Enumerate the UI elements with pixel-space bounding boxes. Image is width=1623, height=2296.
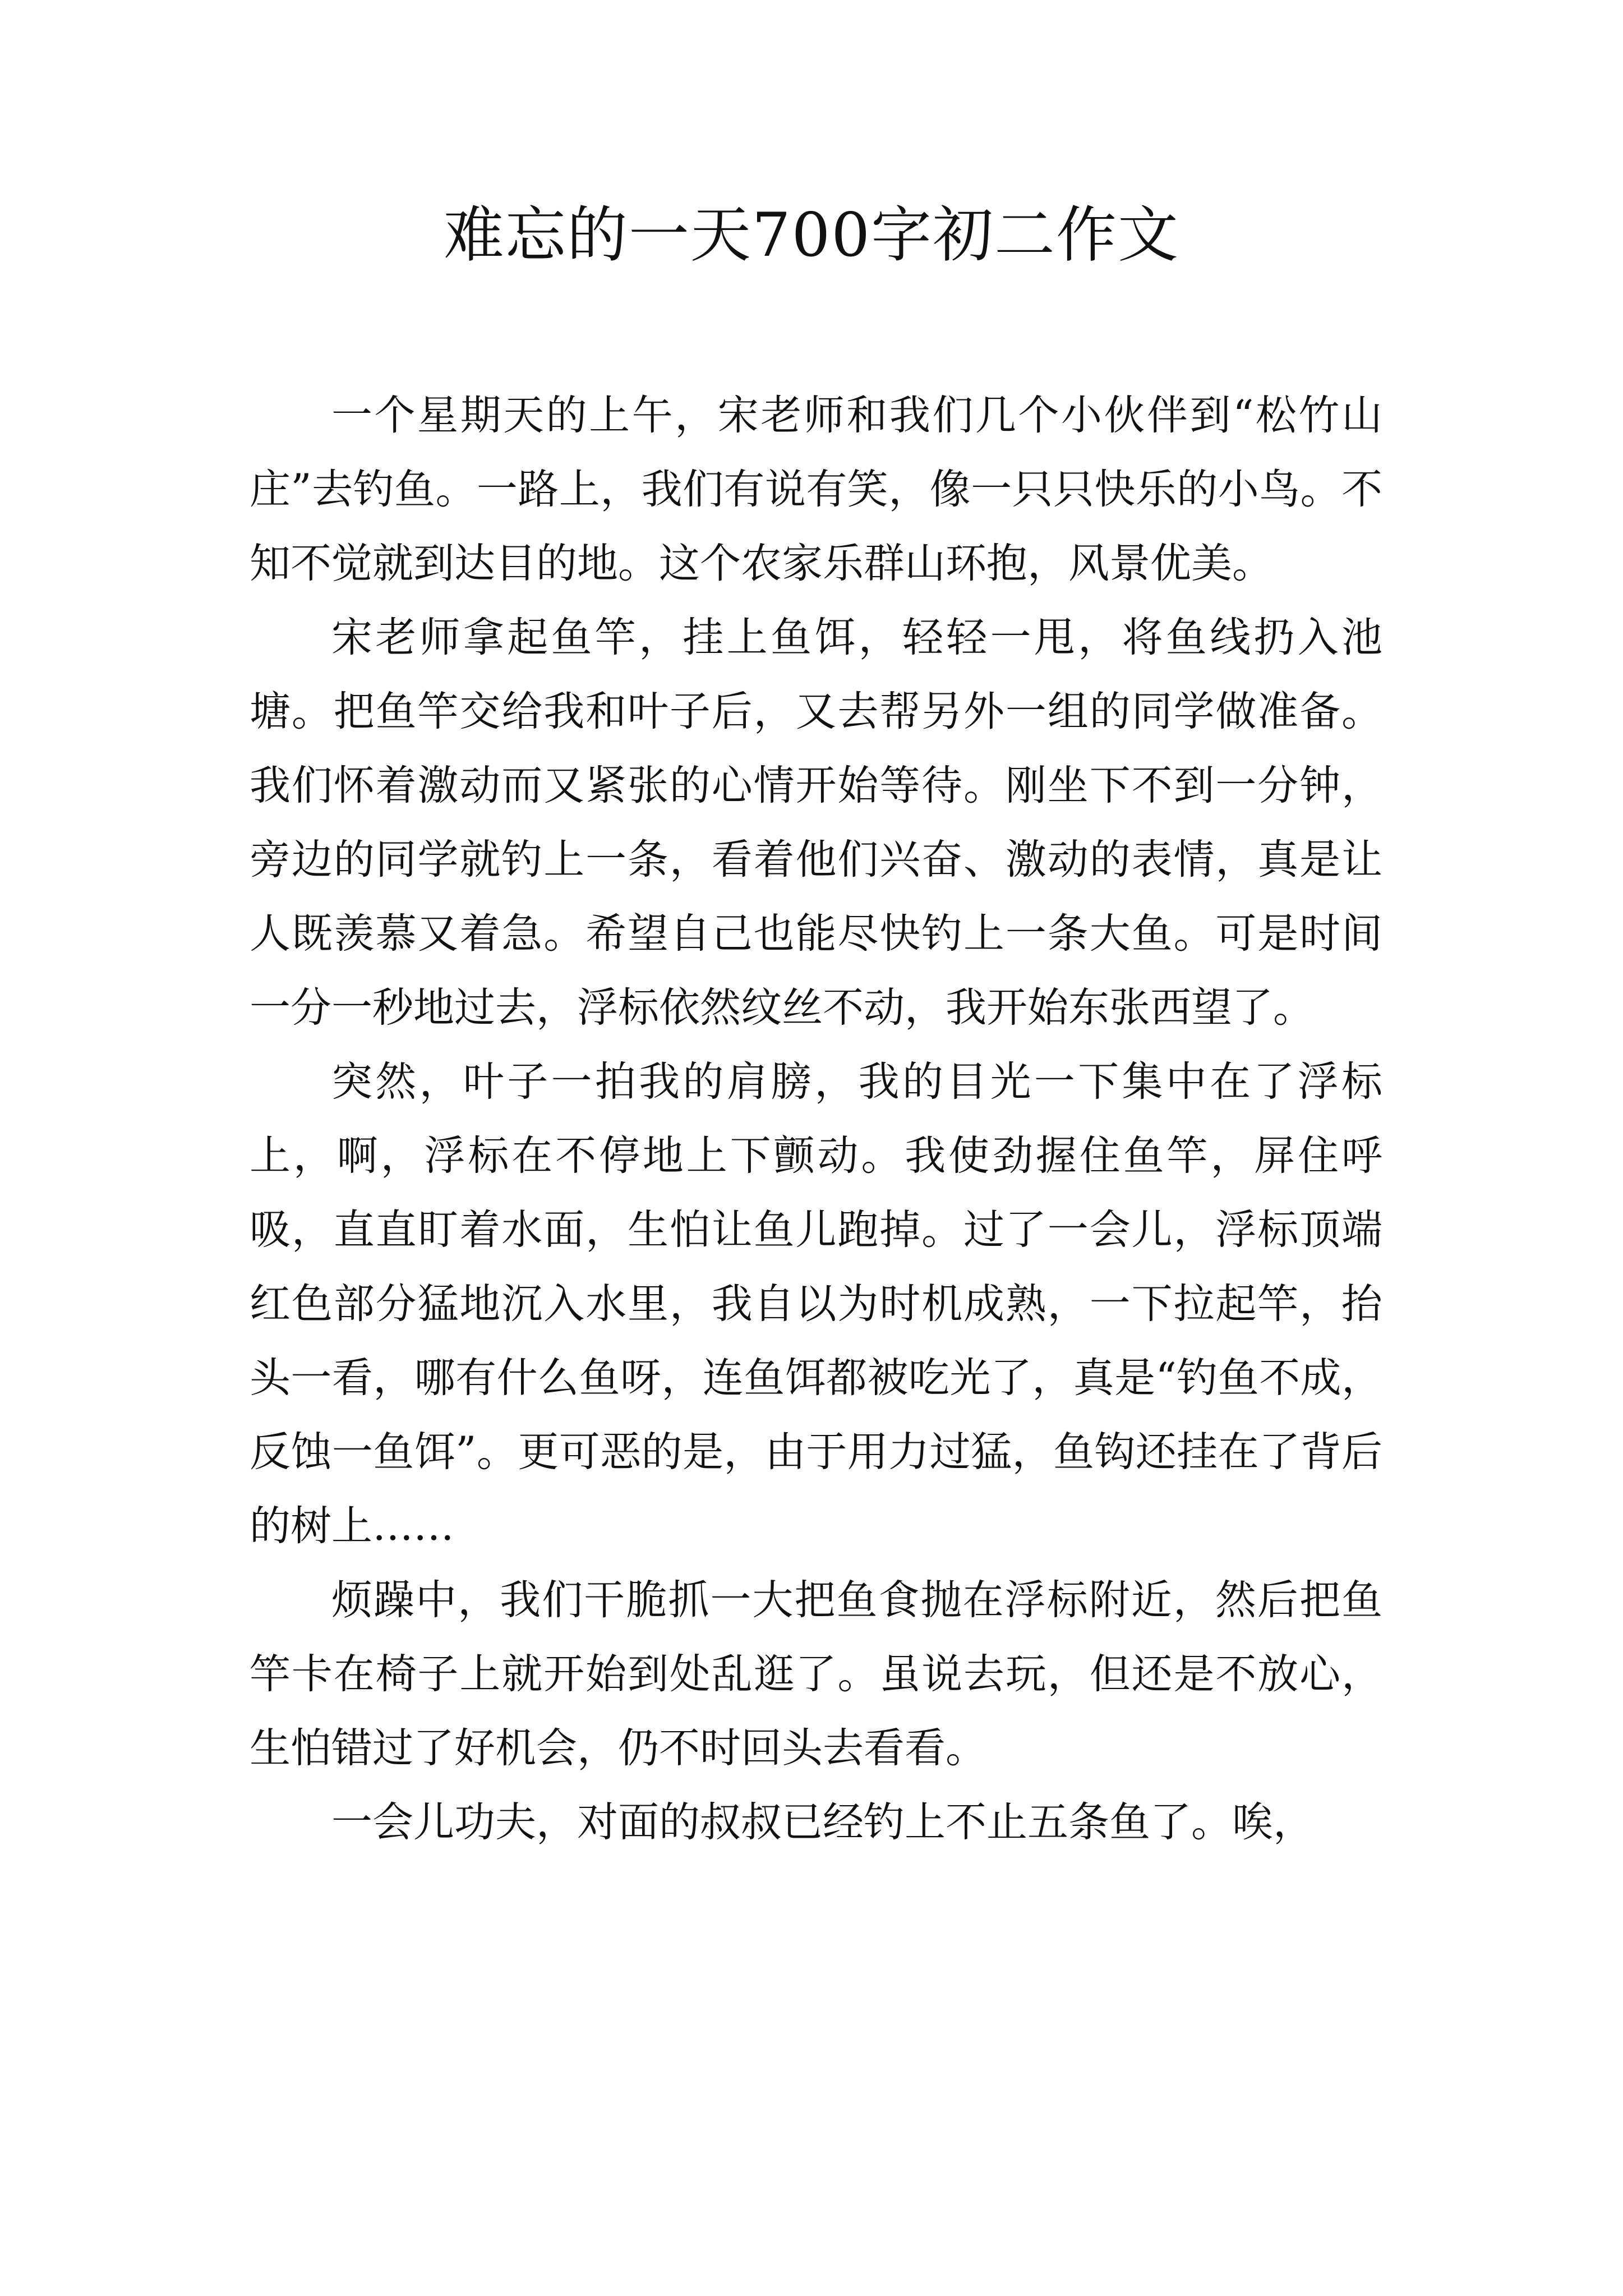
paragraph: 烦躁中，我们干脆抓一大把鱼食抛在浮标附近，然后把鱼竿卡在椅子上就开始到处乱逛了。虽说去玩，但还是不放心，生怕错过了好机会，仍不时回头去看看。 bbox=[250, 1576, 1382, 1772]
paragraph: 突然，叶子一拍我的肩膀，我的目光一下集中在了浮标上，啊，浮标在不停地上下颤动。我使劲握住鱼竿，屏住呼吸，直直盯着水面，生怕让鱼儿跑掉。过了一会儿，浮标顶端红色部分猛地沉入水里，我自以为时机成熟，一下拉起竿，抬头一看，哪有什么鱼呀，连鱼饵都被吃光了，真是“钓鱼不成，反蚀一鱼饵”。更可恶的是，由于用力过猛，鱼钩还挂在了背后的树上…… bbox=[250, 1058, 1382, 1550]
paragraph: 一个星期天的上午，宋老师和我们几个小伙伴到“松竹山庄”去钓鱼。一路上，我们有说有笑，像一只只快乐的小鸟。不知不觉就到达目的地。这个农家乐群山环抱，风景优美。 bbox=[250, 392, 1382, 587]
paragraph: 一会儿功夫，对面的叔叔已经钓上不止五条鱼了。唉， bbox=[331, 1798, 1314, 1846]
document-body bbox=[250, 379, 1382, 1860]
paragraph: 宋老师拿起鱼竿，挂上鱼饵，轻轻一甩，将鱼线扔入池塘。把鱼竿交给我和叶子后，又去帮另外一组的同学做准备。我们怀着激动而又紧张的心情开始等待。刚坐下不到一分钟，旁边的同学就钓上一条，看着他们兴奋、激动的表情，真是让人既羡慕又着急。希望自己也能尽快钓上一条大鱼。可是时间一分一秒地过去，浮标依然纹丝不动，我开始东张西望了。 bbox=[250, 614, 1382, 1032]
document-title: 难忘的一天700字初二作文 bbox=[443, 200, 1180, 270]
